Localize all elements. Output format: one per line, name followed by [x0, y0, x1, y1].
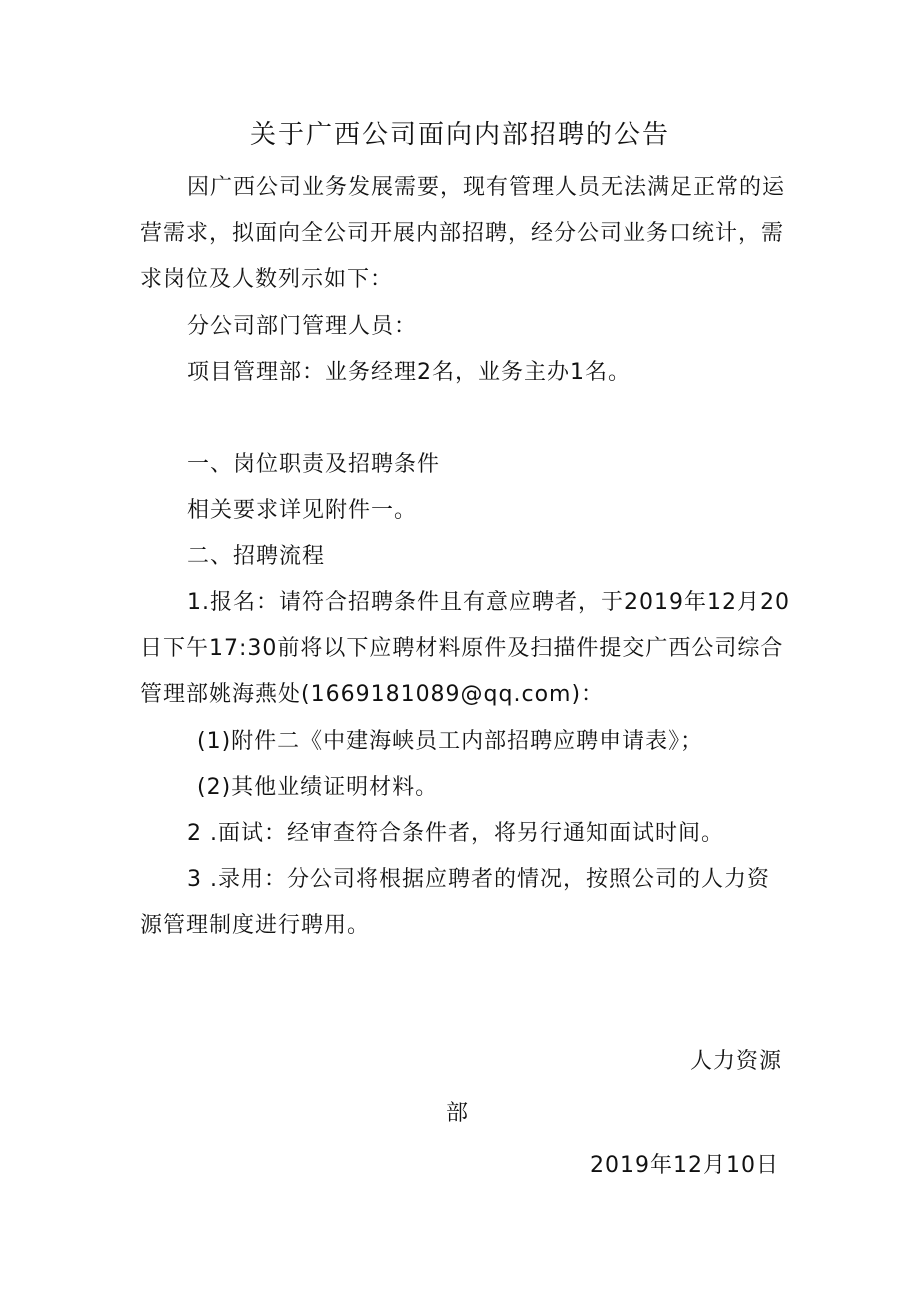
body-line-2: 营需求，拟面向全公司开展内部招聘，经分公司业务口统计，需 — [140, 221, 785, 246]
body-line-1: 因广西公司业务发展需要，现有管理人员无法满足正常的运 — [187, 175, 786, 200]
body-line-10: (1)附件二《中建海峡员工内部招聘应聘申请表》； — [197, 729, 704, 754]
body-line-8: 日下午17:30前将以下应聘材料原件及扫描件提交广西公司综合 — [140, 636, 784, 661]
signature-department: 人力资源 — [690, 1049, 783, 1074]
body-line-4: 分公司部门管理人员： — [187, 314, 418, 339]
body-line-14: 源管理制度进行聘用。 — [140, 913, 371, 938]
body-line-13: 3 .录用：分公司将根据应聘者的情况，按照公司的人力资 — [187, 867, 770, 892]
signature-department-continued: 部 — [446, 1101, 470, 1126]
signature-date: 2019年12月10日 — [590, 1153, 779, 1178]
section-heading-1: 一、岗位职责及招聘条件 — [187, 452, 441, 477]
body-line-6: 相关要求详见附件一。 — [187, 498, 418, 523]
document-title: 关于广西公司面向内部招聘的公告 — [249, 120, 670, 150]
body-line-9: 管理部姚海燕处(1669181089@qq.com)： — [140, 682, 605, 707]
body-line-12: 2 .面试：经审查符合条件者，将另行通知面试时间。 — [187, 821, 724, 846]
body-line-7: 1.报名：请符合招聘条件且有意应聘者，于2019年12月20 — [187, 590, 790, 615]
body-line-11: (2)其他业绩证明材料。 — [197, 775, 439, 800]
section-heading-2: 二、招聘流程 — [187, 544, 326, 569]
body-line-5: 项目管理部：业务经理2名，业务主办1名。 — [187, 360, 631, 385]
body-line-3: 求岗位及人数列示如下： — [140, 267, 394, 292]
